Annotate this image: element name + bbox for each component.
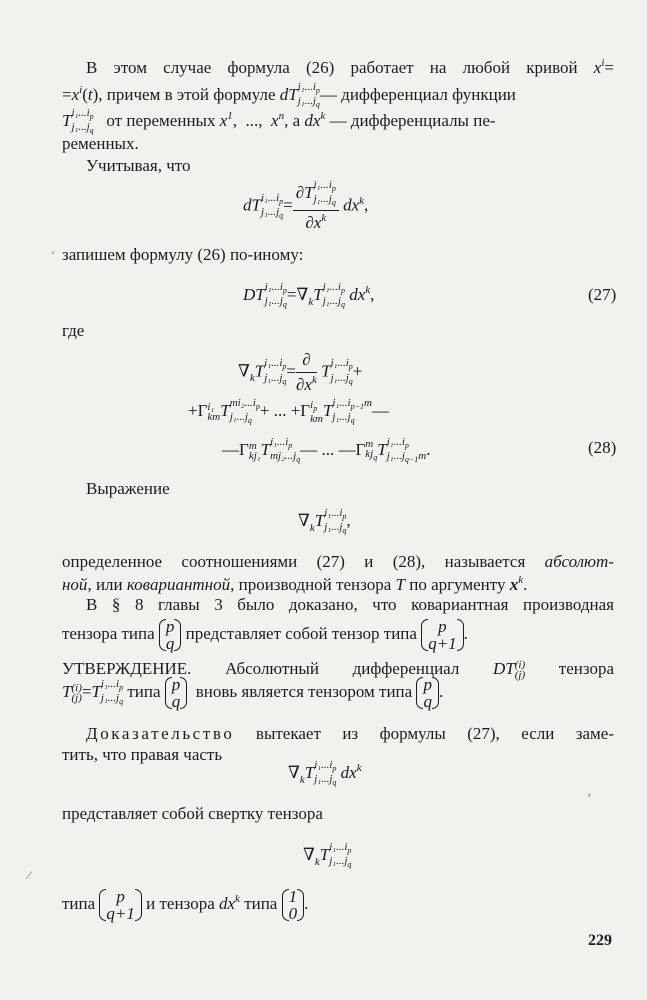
statement-heading: УТВЕРЖДЕНИЕ. [62, 659, 192, 678]
text-line: Доказательство вытекает из формулы (27), если заме- [86, 724, 614, 743]
page-number: 229 [588, 932, 612, 949]
text-line: тить, что правая часть [62, 745, 223, 764]
text-line: определенное соотношениями (27) и (28), называется абсолют- [62, 552, 614, 571]
scan-mark: ' [52, 248, 55, 262]
text-line: УТВЕРЖДЕНИЕ. Абсолютный дифференциал DT (i) (j) тензора [62, 659, 615, 682]
text-line: В § 8 главы 3 было доказано, что ковариантная производная [86, 595, 614, 614]
text-line: $=x^i(t)$, причем в этой формуле dT $i_1...i_p$ $j_1...j_q$ — дифференциал функции [62, 81, 516, 110]
equation: dT $i_1...i_p$ $j_1...j_q$ = ∂T $i_1...i_p$ $j_1...j_q$ $\partial x^k$ $dx^k$, [243, 179, 369, 233]
scan-mark: ⁄ [28, 868, 31, 882]
equation-27: DT $i_1...i_p$ $j_1...j_q$ $=\nabla_kT$ $i_1...i_p$ $j_1...j_q$ $dx^k$, [243, 281, 375, 310]
text-line: представляет собой свертку тензора [62, 804, 323, 823]
text-line: Выражение [86, 479, 170, 498]
equation: $\nabla_kT$ $i_1...i_p$ $j_1...j_q$ $dx^k$ [288, 759, 362, 788]
text-line: Учитывая, что [86, 156, 191, 175]
equation-28-line1: $\nabla_kT$ $i_1...i_p$ $j_1...j_q$ = $\frac{\partial}{\partial x^k}$ T $i_1...i_p$ $j_1...j_q$ + [238, 350, 363, 394]
scan-mark: , [588, 784, 591, 798]
text-line: T (i) (j) =T $i_1...i_p$ $j_1...j_q$ типа p q вновь является тензором типа p q . [62, 675, 444, 711]
text-line: типа p q+1 и тензора $dx^k$ типа 1 0 . [62, 887, 309, 923]
text-line: T $i_1...i_p$ $j_1...j_q$ от переменных $x^1$, ..., $x^n$, а $dx^k$ — дифференциалы пе- [62, 107, 496, 136]
text-line: запишем формулу (26) по-иному: [62, 245, 304, 264]
text-line: ной, или ковариантной, производной тензора T по аргументу $x^k$. [62, 574, 528, 594]
proof-heading: Доказательство [86, 724, 235, 743]
equation-28-line3: —Γ m kj₁ T $i_1...i_p$ $mj_2...j_q$ — ... —Γ m $kj_q$ T $i_1...i_p$ $j_1...j_{q-1}m$ . [222, 436, 431, 465]
text-line: где [62, 321, 85, 340]
equation: $\nabla_kT$ $i_1...i_p$ $j_1...j_q$ [303, 841, 352, 870]
equation-number: (28) [588, 438, 617, 457]
text-line: ременных. [62, 134, 139, 153]
equation-28-line2: +Γ i₁ km T $mi_2...i_p$ $j_1...j_q$ + ... +Γ $i_p$ km T $i_1...i_{p-1}m$ $j_1...j_q$ — [188, 397, 389, 426]
equation: $\nabla_kT$ $i_1...i_p$ $j_1...j_q$ , [298, 507, 351, 536]
text-line: тензора типа p q представляет собой тензор типа p q+1 . [62, 617, 468, 653]
text-line: В этом случае формула (26) работает на любой кривой $x^i=$ [86, 57, 614, 77]
equation-number: (27) [588, 285, 617, 304]
